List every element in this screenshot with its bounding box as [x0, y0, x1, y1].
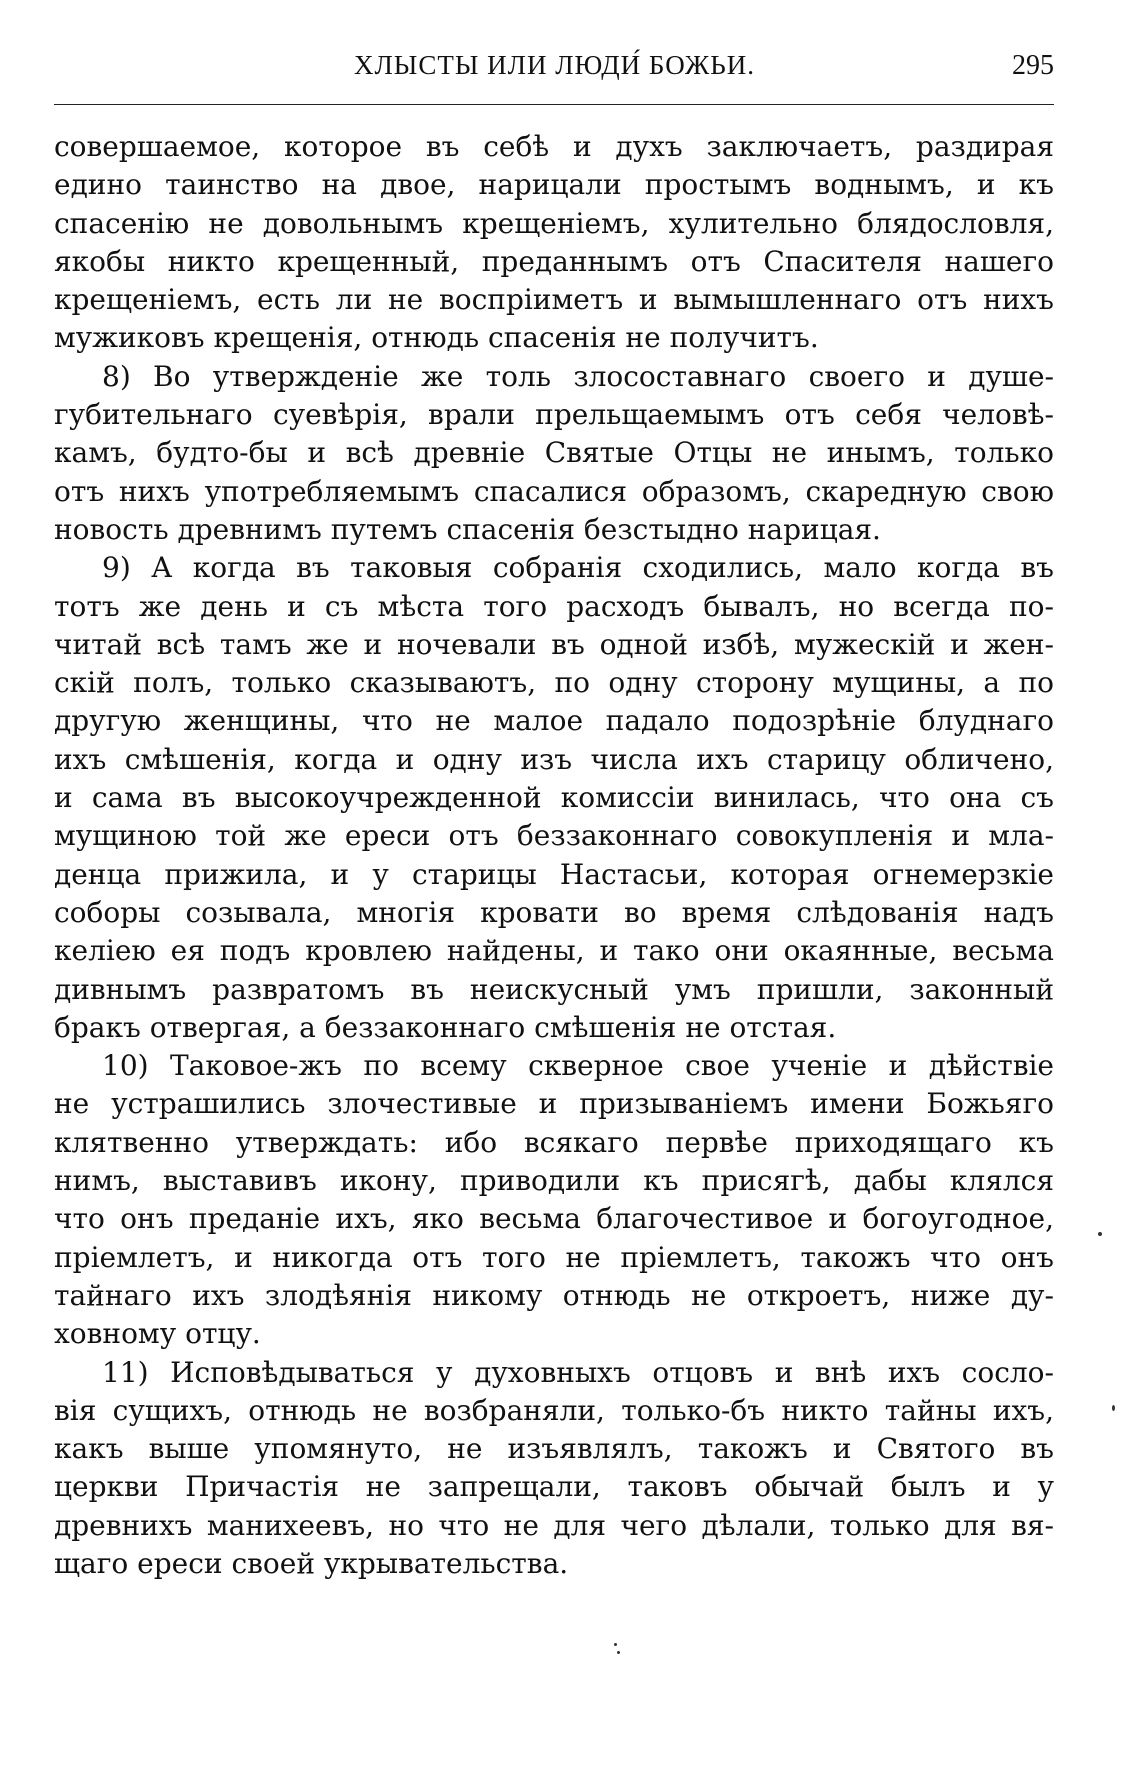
header-rule: [54, 104, 1054, 105]
text-line: 10) Таковое-жъ по всему скверное свое ученіе и дѣйствіе: [102, 1049, 1054, 1083]
page-header: [54, 50, 1054, 90]
text-line: что онъ преданіе ихъ, яко весьма благочестивое и богоугодное,: [54, 1202, 1054, 1236]
text-line: келіею ея подъ кровлею найдены, и тако они окаянные, весьма: [54, 934, 1054, 968]
text-line: какъ выше упомянуто, не изъявлялъ, такожъ и Святого въ: [54, 1432, 1054, 1466]
text-line: клятвенно утверждать: ибо всякаго первѣе приходящаго къ: [54, 1125, 1054, 1159]
text-line: новость древнимъ путемъ спасенія безстыдно нарицая.: [54, 512, 881, 546]
text-line: ховному отцу.: [54, 1317, 261, 1351]
text-line: дивнымъ развратомъ въ неискусный умъ пришли, законный: [54, 972, 1054, 1006]
text-line: бракъ отвергая, а беззаконнаго смѣшенія не отстая.: [54, 1010, 837, 1044]
stray-dot-mark: [614, 1643, 617, 1646]
stray-dot-mark: [1112, 1405, 1115, 1411]
text-line: мущиною той же ереси отъ беззаконнаго совокупленія и мла-: [54, 819, 1054, 853]
page-number: 295: [1012, 50, 1054, 81]
text-line: вія сущихъ, отнюдь не возбраняли, только-бъ никто тайны ихъ,: [54, 1393, 1054, 1427]
text-line: едино таинство на двое, нарицали простымъ воднымъ, и къ: [54, 168, 1054, 202]
text-line: ихъ смѣшенія, когда и одну изъ числа ихъ старицу обличено,: [54, 742, 1054, 776]
text-line: другую женщины, что не малое падало подозрѣніе блуднаго: [54, 704, 1054, 738]
stray-dot-mark: [1098, 1232, 1102, 1236]
text-line: 8) Во утвержденіе же толь злосоставнаго своего и душе-: [102, 359, 1054, 393]
running-title: ХЛЫСТЫ ИЛИ ЛЮДИ́ БОЖЬИ.: [354, 50, 756, 80]
text-line: мужиковъ крещенія, отнюдь спасенія не получитъ.: [54, 321, 819, 355]
text-line: тайнаго ихъ злодѣянія никому отнюдь не откроетъ, ниже ду-: [54, 1278, 1054, 1312]
text-line: крещеніемъ, есть ли не воспріиметъ и вымышленнаго отъ нихъ: [54, 283, 1054, 317]
text-line: спасенію не довольнымъ крещеніемъ, хулительно блядословля,: [54, 206, 1054, 240]
text-line: пріемлетъ, и никогда отъ того не пріемлетъ, такожъ что онъ: [54, 1240, 1054, 1274]
text-line: 11) Исповѣдываться у духовныхъ отцовъ и внѣ ихъ сосло-: [102, 1355, 1054, 1389]
text-line: щаго ереси своей укрывательства.: [54, 1546, 569, 1580]
text-line: якобы никто крещенный, преданнымъ отъ Спасителя нашего: [54, 244, 1054, 278]
text-line: денца прижила, и у старицы Настасьи, которая огнемерзкіе: [54, 857, 1054, 891]
text-line: соборы созывала, многія кровати во время слѣдованія надъ: [54, 895, 1054, 929]
stray-dot-mark: [617, 1651, 620, 1654]
text-line: 9) А когда въ таковыя собранія сходились, мало когда въ: [102, 551, 1054, 585]
text-line: камъ, будто-бы и всѣ древніе Святые Отцы не инымъ, только: [54, 436, 1054, 470]
text-line: не устрашились злочестивые и призываніемъ имени Божьяго: [54, 1087, 1054, 1121]
text-line: скій полъ, только сказываютъ, по одну сторону мущины, а по: [54, 666, 1054, 700]
text-line: церкви Причастія не запрещали, таковъ обычай былъ и у: [54, 1470, 1054, 1504]
text-line: отъ нихъ употребляемымъ спасалися образомъ, скаредную свою: [54, 474, 1054, 508]
text-line: совершаемое, которое въ себѣ и духъ заключаетъ, раздирая: [54, 130, 1054, 163]
text-line: древнихъ манихеевъ, но что не для чего дѣлали, только для вя-: [54, 1508, 1054, 1542]
text-line: и сама въ высокоучрежденной комиссіи винилась, что она съ: [54, 781, 1054, 815]
body-text: [54, 128, 1054, 1583]
text-line: тотъ же день и съ мѣста того расходъ бывалъ, но всегда по-: [54, 589, 1054, 623]
text-line: нимъ, выставивъ икону, приводили къ присягѣ, дабы клялся: [54, 1164, 1054, 1198]
text-line: читай всѣ тамъ же и ночевали въ одной избѣ, мужескій и жен-: [54, 627, 1054, 661]
text-line: губительнаго суевѣрія, врали прельщаемымъ отъ себя человѣ-: [54, 398, 1054, 432]
